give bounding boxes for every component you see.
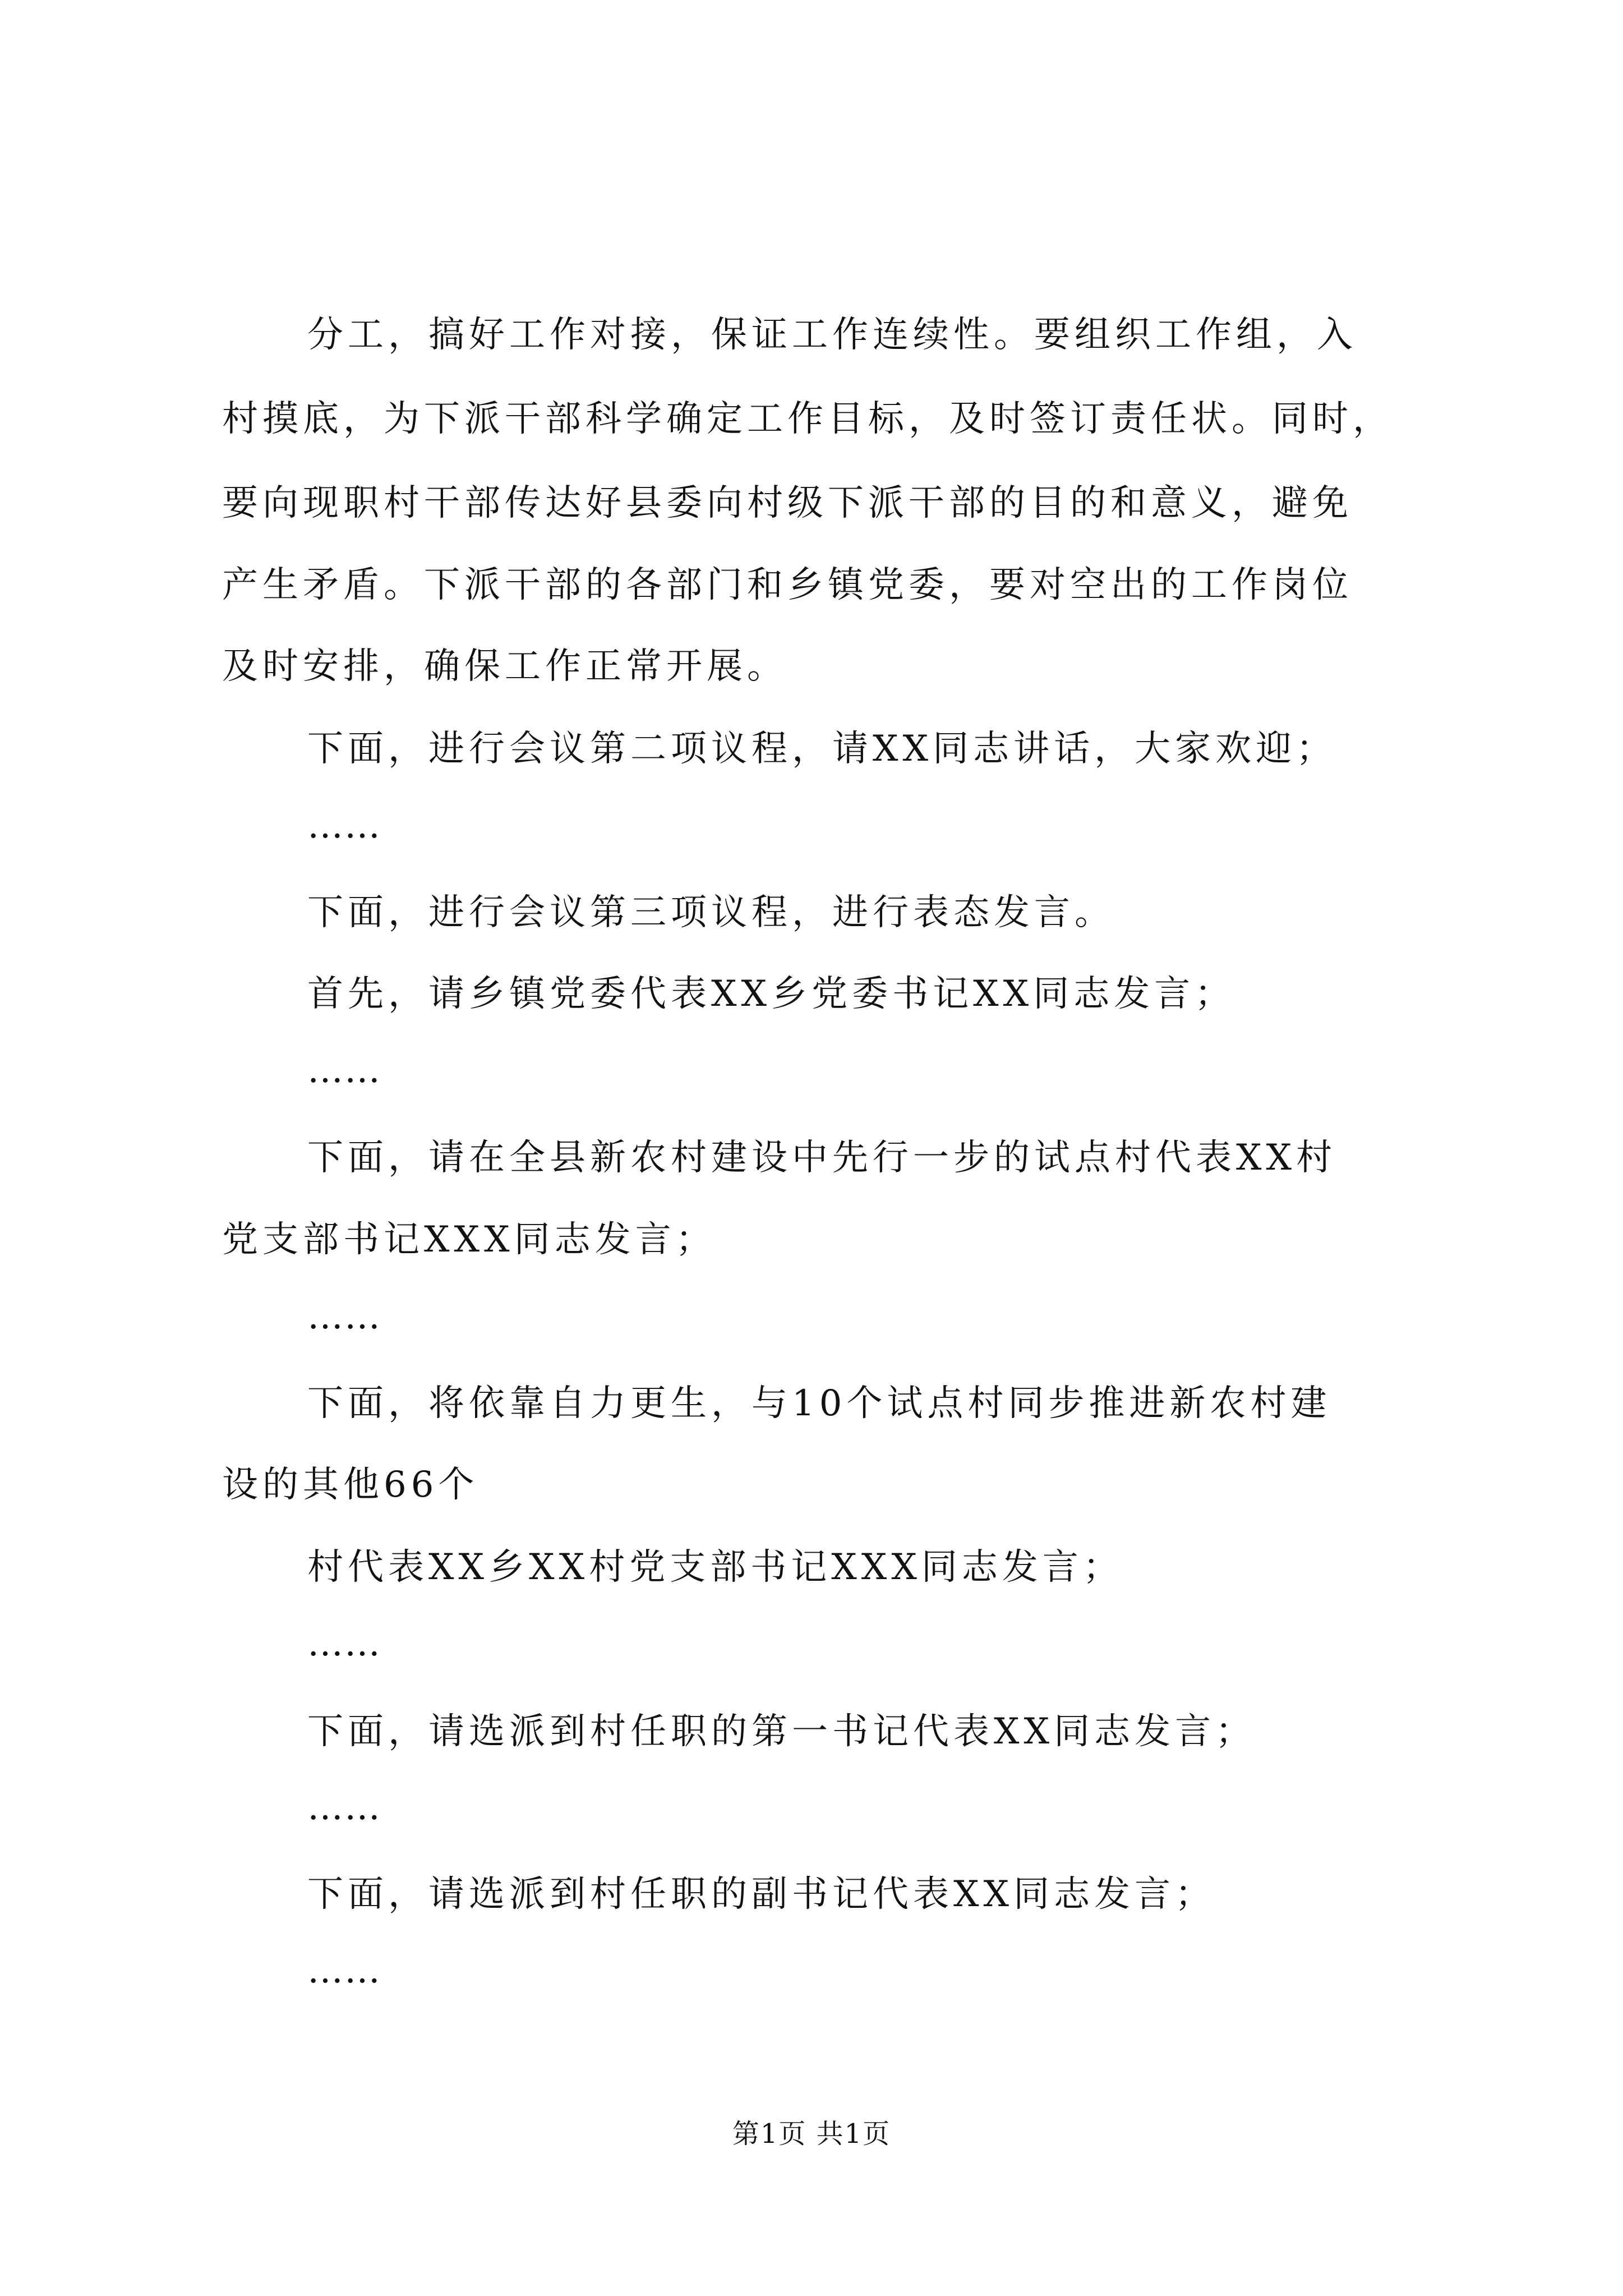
speaker-pilot-village-line-1: 下面，请在全县新农村建设中先行一步的试点村代表XX村	[307, 1137, 1337, 1179]
speaker-other-villages-line-1: 下面，将依靠自力更生，与10个试点村同步推进新农村建	[307, 1383, 1331, 1424]
ellipsis-4: ……	[307, 1623, 381, 1664]
paragraph-1-line-3: 要向现职村干部传达好县委向村级下派干部的目的和意义，避免	[222, 482, 1353, 524]
ellipsis-1: ……	[307, 805, 381, 846]
paragraph-1-line-1: 分工，搞好工作对接，保证工作连续性。要组织工作组，入	[307, 314, 1357, 356]
paragraph-1-line-5: 及时安排，确保工作正常开展。	[222, 646, 787, 687]
speaker-deputy-secretary: 下面，请选派到村任职的副书记代表XX同志发言；	[307, 1874, 1216, 1915]
speaker-township-party-committee: 首先，请乡镇党委代表XX乡党委书记XX同志发言；	[307, 973, 1235, 1015]
speaker-first-secretary: 下面，请选派到村任职的第一书记代表XX同志发言；	[307, 1711, 1256, 1752]
page-footer: 第1页 共1页	[732, 2118, 891, 2150]
speaker-other-villages-line-2: 设的其他66个	[222, 1464, 479, 1506]
paragraph-1-line-4: 产生矛盾。下派干部的各部门和乡镇党委，要对空出的工作岗位	[222, 564, 1353, 606]
paragraph-1-line-2: 村摸底，为下派干部科学确定工作目标，及时签订责任状。同时，	[222, 398, 1393, 440]
ellipsis-6: ……	[307, 1950, 381, 1991]
speaker-pilot-village-line-2: 党支部书记XXX同志发言；	[222, 1219, 716, 1260]
agenda-item-3: 下面，进行会议第三项议程，进行表态发言。	[307, 892, 1115, 933]
ellipsis-5: ……	[307, 1787, 381, 1828]
ellipsis-3: ……	[307, 1296, 381, 1337]
speaker-other-villages-line-3: 村代表XX乡XX村党支部书记XXX同志发言；	[307, 1547, 1123, 1588]
ellipsis-2: ……	[307, 1050, 381, 1091]
agenda-item-2: 下面，进行会议第二项议程，请XX同志讲话，大家欢迎；	[307, 728, 1337, 770]
